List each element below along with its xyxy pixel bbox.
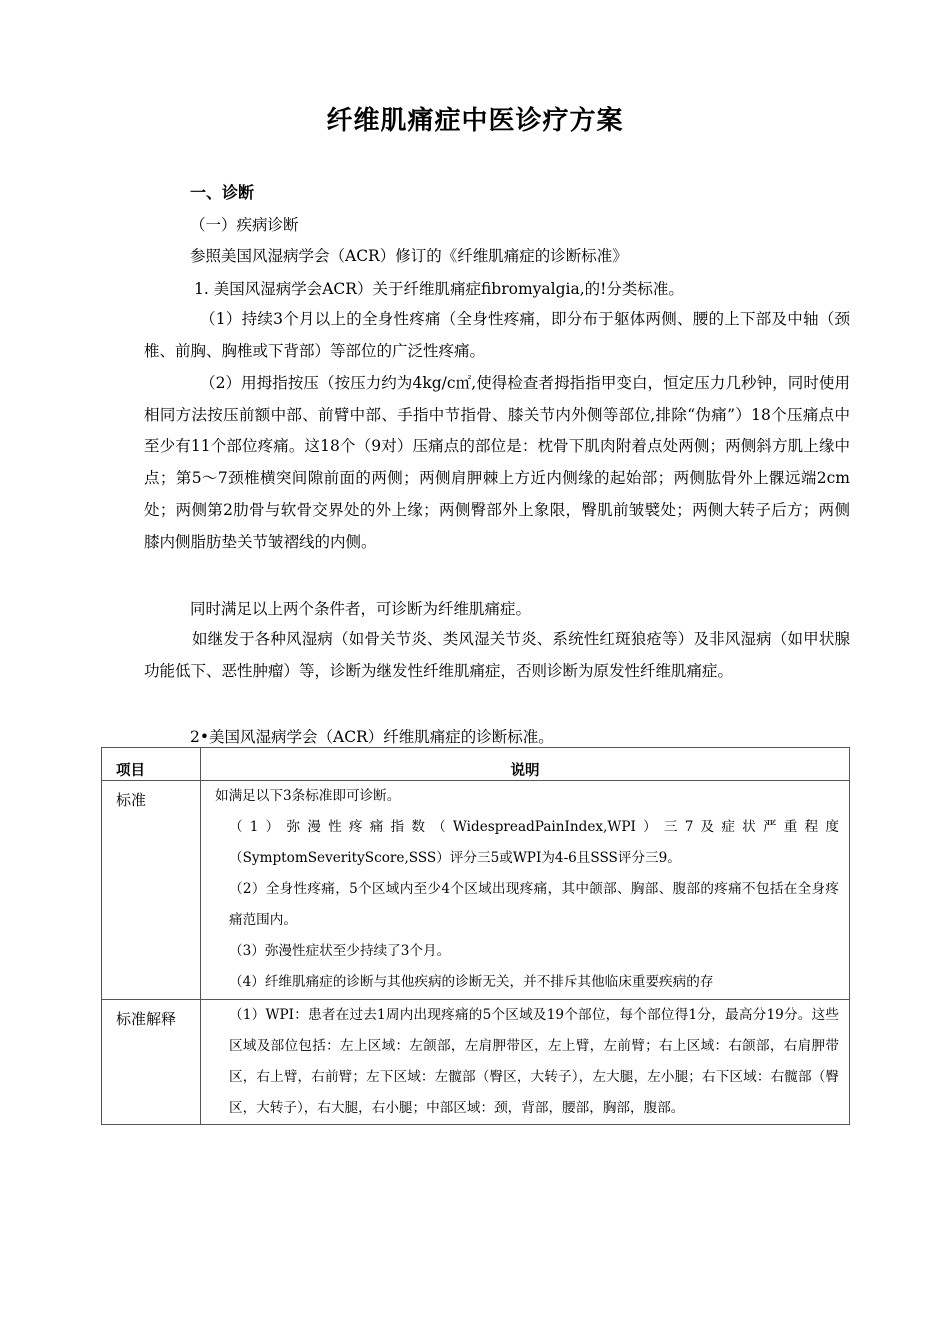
- row-content-explanation: [201, 1000, 850, 1125]
- criteria-line: （2）全身性疼痛，5个区域内至少4个区域出现疼痛，其中颌部、胸部、腹部的疼痛不包括在全身疼痛范围内。: [229, 881, 839, 928]
- table-header-row: [102, 748, 850, 781]
- table-row: [102, 781, 850, 1000]
- criteria-line: 如满足以下3条标准即可诊断。: [215, 788, 401, 804]
- row-label-explanation: 标准解释: [102, 1000, 201, 1125]
- criteria-line: （1）弥漫性疼痛指数（WidespreadPainIndex,WPI）三7及症状严重程度（SymptomSeverityScore,SSS）评分三5或WPI为4-6且SSS评分三9。: [229, 819, 839, 866]
- intro-text: 参照美国风湿病学会（ACR）修订的《纤维肌痛症的诊断标准》: [190, 247, 628, 265]
- section-heading-diagnosis: 一、诊断: [190, 183, 255, 202]
- paragraph-criterion-2: （2）用拇指按压（按压力约为4kg/c㎡,使得检查者拇指指甲变白，恒定压力几秒钟，同时使用相同方法按压前额中部、前臂中部、手指中节指骨、膝关节内外侧等部位,排除“伪痛”）18个压痛点中至少有11个部位疼痛。这18个（9对）压痛点的部位是：枕骨下肌肉附着点处两侧；两侧斜方肌上缘中点；第5〜7颈椎横突间隙前面的两侧；两侧肩胛棘上方近内侧缘的起始部；两侧肱骨外上髁远端2cm处；两侧第2肋骨与软骨交界处的外上缘；两侧臀部外上象限，臀肌前皱襞处；两侧大转子后方；两侧膝内侧脂肪垫关节皱褶线的内侧。: [144, 374, 850, 551]
- paragraph-conclusion: 同时满足以上两个条件者，可诊断为纤维肌痛症。: [190, 600, 532, 618]
- table-row: [102, 1000, 850, 1125]
- item-1-heading: 1. 美国风湿病学会ACR）关于纤维肌痛症fibromyalgia,的!分类标准。: [194, 280, 684, 298]
- table-header-item: 项目: [102, 748, 201, 781]
- paragraph-secondary: 如继发于各种风湿病（如骨关节炎、类风湿关节炎、系统性红斑狼疮等）及非风湿病（如甲状腺功能低下、恶性肿瘤）等，诊断为继发性纤维肌痛症，否则诊断为原发性纤维肌痛症。: [144, 630, 850, 680]
- explanation-line: （1）WPI：患者在过去1周内出现疼痛的5个区域及19个部位，每个部位得1分，最高分19分。这些区域及部位包括：左上区域：左颌部，左肩胛带区，左上臂，左前臂；右上区域：右颌部，右肩胛带区，右上臂，右前臂；左下区域：左髋部（臀区，大转子），左大腿，左小腿；右下区域：右髋部（臀区，大转子），右大腿，右小腿；中部区域：颈，背部，腰部，胸部，腹部。: [229, 1007, 839, 1116]
- criteria-line: （4）纤维肌痛症的诊断与其他疾病的诊断无关，并不排斥其他临床重要疾病的存: [229, 974, 714, 990]
- row-content-criteria: [201, 781, 850, 1000]
- criteria-line: （3）弥漫性症状至少持续了3个月。: [229, 943, 451, 959]
- page-title: 纤维肌痛症中医诊疗方案: [326, 106, 624, 136]
- item-2-heading: 2•美国风湿病学会（ACR）纤维肌痛症的诊断标准。: [190, 728, 554, 746]
- subsection-disease-diagnosis: （一）疾病诊断: [190, 216, 299, 234]
- table-header-description: 说明: [201, 748, 850, 781]
- paragraph-criterion-1: （1）持续3个月以上的全身性疼痛（全身性疼痛，即分布于躯体两侧、腰的上下部及中轴（颈椎、前胸、胸椎或下背部）等部位的广泛性疼痛。: [144, 310, 850, 360]
- row-label-criteria: 标准: [102, 781, 201, 1000]
- diagnosis-criteria-table: [101, 747, 850, 1125]
